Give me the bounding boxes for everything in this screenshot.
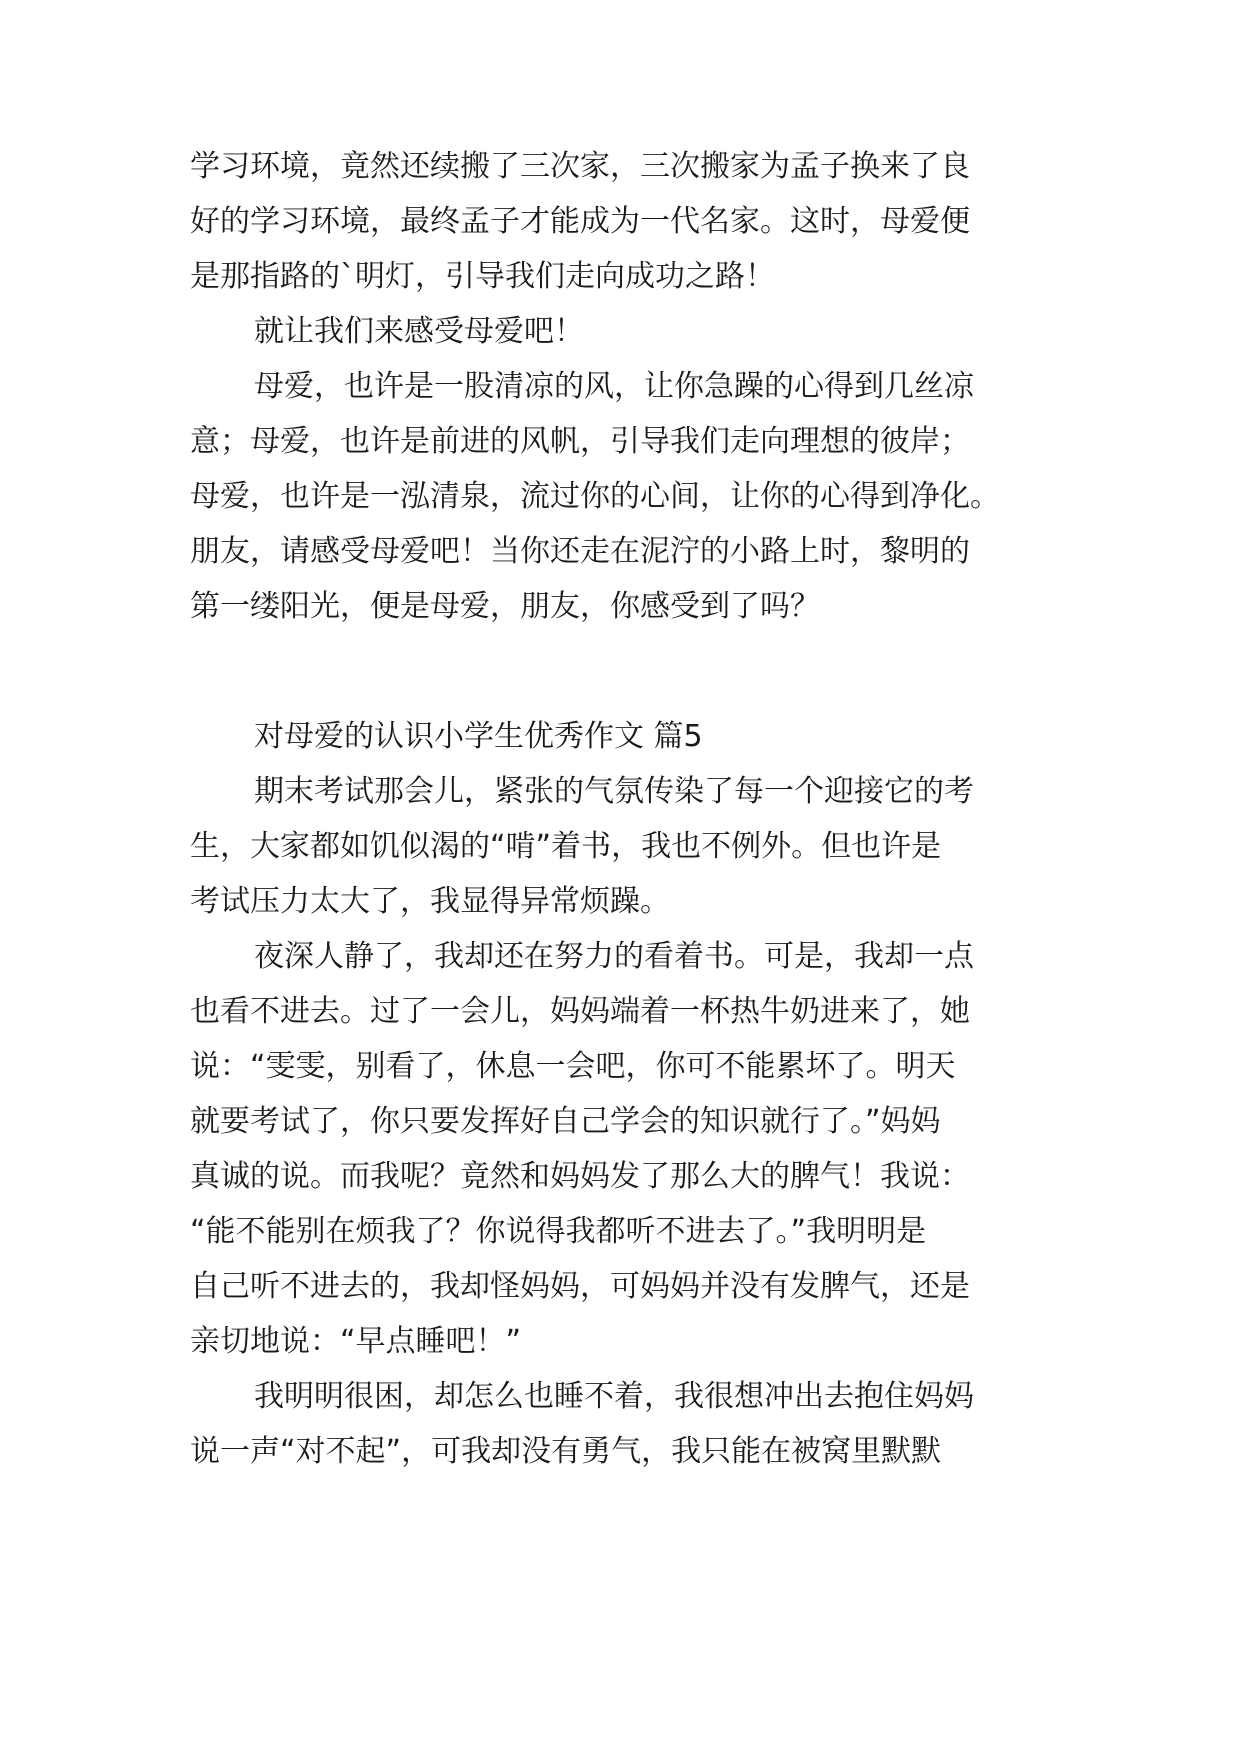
text-line: 生，大家都如饥似渴的“啃”着书，我也不例外。但也许是 — [190, 829, 942, 864]
text-line: 考试压力太大了，我显得异常烦躁。 — [190, 884, 670, 919]
text-line: 说一声“对不起”，可我却没有勇气，我只能在被窝里默默 — [190, 1434, 942, 1469]
text-line: “能不能别在烦我了？你说得我都听不进去了。”我明明是 — [190, 1214, 927, 1249]
text-line: 夜深人静了，我却还在努力的看着书。可是，我却一点 — [254, 939, 974, 974]
text-line: 期末考试那会儿，紧张的气氛传染了每一个迎接它的考 — [254, 774, 974, 809]
text-line: 说：“雯雯，别看了，休息一会吧，你可不能累坏了。明天 — [190, 1049, 956, 1084]
text-line: 朋友，请感受母爱吧！当你还走在泥泞的小路上时，黎明的 — [190, 534, 970, 569]
text-line: 母爱，也许是一股清凉的风，让你急躁的心得到几丝凉 — [254, 369, 974, 404]
text-line: 自己听不进去的，我却怪妈妈，可妈妈并没有发脾气，还是 — [190, 1269, 970, 1304]
text-line: 就让我们来感受母爱吧！ — [254, 314, 584, 349]
text-line: 也看不进去。过了一会儿，妈妈端着一杯热牛奶进来了，她 — [190, 994, 970, 1029]
text-line: 亲切地说：“早点睡吧！” — [190, 1324, 522, 1359]
text-line: 我明明很困，却怎么也睡不着，我很想冲出去抱住妈妈 — [254, 1379, 974, 1414]
text-line: 就要考试了，你只要发挥好自己学会的知识就行了。”妈妈 — [190, 1104, 941, 1139]
section-heading: 对母爱的认识小学生优秀作文 篇5 — [254, 719, 703, 754]
text-line: 学习环境，竟然还续搬了三次家，三次搬家为孟子换来了良 — [190, 149, 970, 184]
text-line: 意；母爱，也许是前进的风帆，引导我们走向理想的彼岸； — [190, 424, 970, 459]
text-line: 真诚的说。而我呢？竟然和妈妈发了那么大的脾气！我说： — [190, 1159, 970, 1194]
text-line: 母爱，也许是一泓清泉，流过你的心间，让你的心得到净化。 — [190, 479, 1000, 514]
text-line: 好的学习环境，最终孟子才能成为一代名家。这时，母爱便 — [190, 204, 970, 239]
text-line: 第一缕阳光，便是母爱，朋友，你感受到了吗？ — [190, 589, 820, 624]
text-line: 是那指路的`明灯，引导我们走向成功之路！ — [190, 259, 775, 294]
